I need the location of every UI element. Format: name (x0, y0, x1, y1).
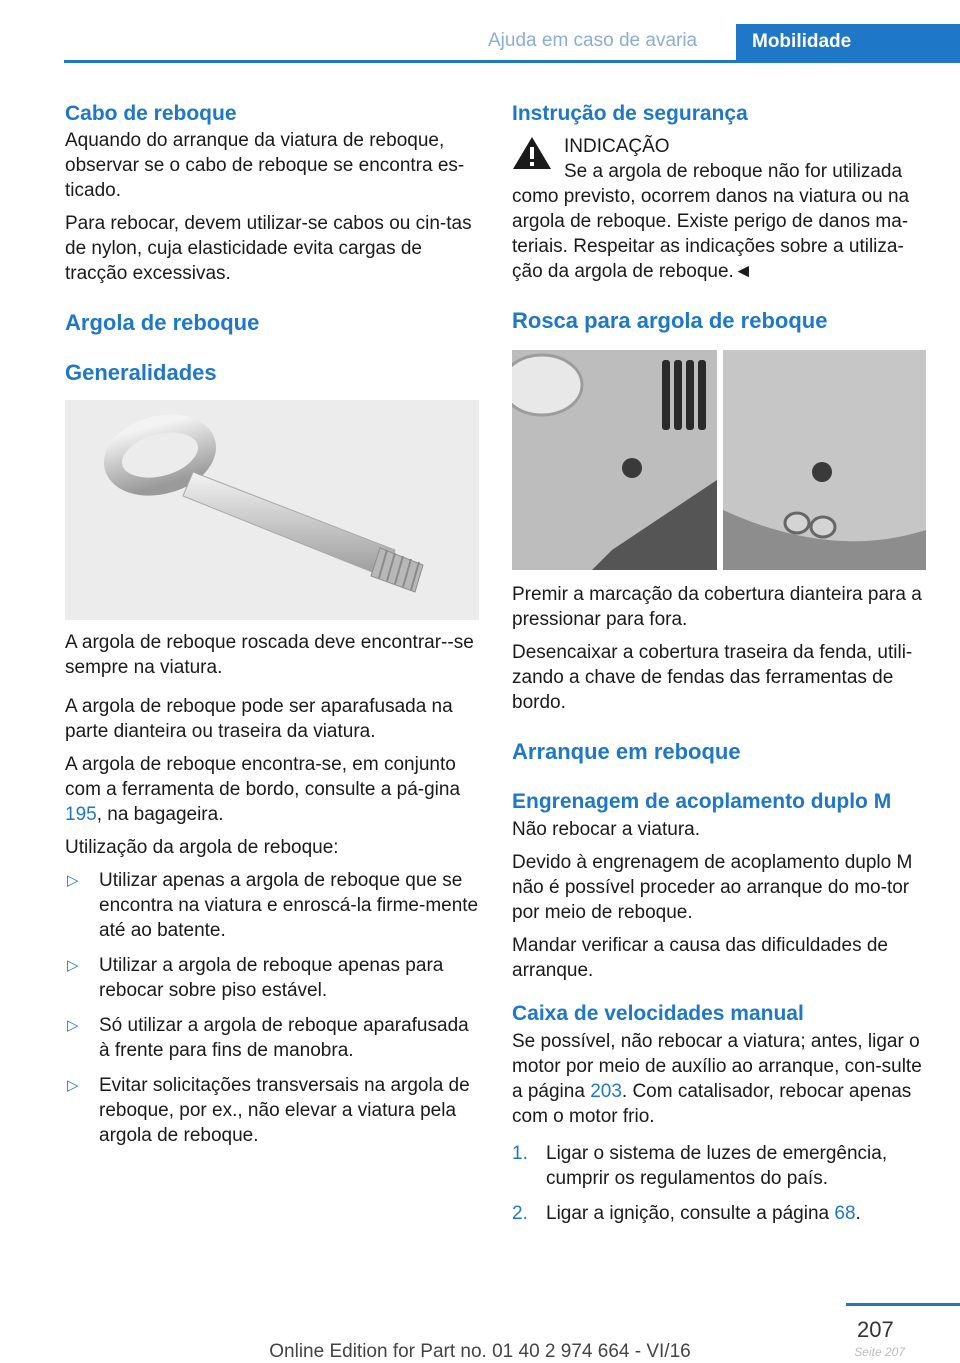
heading-instrucao: Instrução de segurança (512, 102, 748, 125)
paragraph: Premir a marcação da cobertura dianteira para a pressionar para fora. (512, 584, 922, 630)
paragraph: A argola de reboque pode ser aparafusada na parte dianteira ou traseira da viatura. (65, 696, 453, 742)
heading-arranque: Arranque em reboque (512, 739, 741, 764)
usage-list (65, 868, 479, 1148)
list-item: 1. Ligar o sistema de luzes de emergência, cumprir os regulamentos do país. (512, 1143, 888, 1189)
heading-caixa: Caixa de velocidades manual (512, 1002, 804, 1025)
paragraph: Desencaixar a cobertura traseira da fenda, utili-zando a chave de fendas das ferramentas de bordo. (512, 642, 913, 713)
list-item: ▷ Só utilizar a argola de reboque aparafusada à frente para fins de manobra. (67, 1015, 469, 1061)
warning-title: INDICAÇÃO (564, 136, 670, 157)
footer-rule (846, 1303, 960, 1306)
page-link-203[interactable]: 203 (590, 1081, 622, 1102)
steps-list (512, 1141, 926, 1226)
list-item: ▷ Utilizar a argola de reboque apenas para rebocar sobre piso estável. (67, 955, 444, 1001)
paragraph: Não rebocar a viatura. (512, 819, 700, 840)
warning-text: Se a argola de reboque não for utilizada como previsto, ocorrem danos na viatura ou na argola de reboque. Existe perigo de danos ma-teriais. Respeitar as indicações sobre a utiliza-ção da argola de reboque.◄ (512, 161, 910, 282)
right-column (512, 100, 926, 1236)
step-number: 2. (512, 1203, 528, 1224)
paragraph: A argola de reboque encontra-se, em conjunto com a ferramenta de bordo, consulte a pá-gina 195, na bagageira. (65, 754, 461, 825)
warning-box (512, 134, 926, 159)
paragraph: Devido à engrenagem de acoplamento duplo M não é possível proceder ao arranque do mo-tor por meio de reboque. (512, 852, 913, 923)
triangle-bullet-icon: ▷ (67, 957, 79, 974)
watermark: Seite 207 (854, 1345, 905, 1359)
triangle-bullet-icon: ▷ (67, 1017, 79, 1034)
bumper-photos (512, 350, 926, 570)
triangle-bullet-icon: ▷ (67, 872, 79, 889)
tow-eye-image (65, 400, 479, 620)
list-item: ▷ Evitar solicitações transversais na argola de reboque, por ex., não elevar a viatura pela argola de reboque. (67, 1075, 470, 1146)
tow-eye-illustration (65, 400, 479, 620)
footer-edition: Online Edition for Part no. 01 40 2 974 664 - VI/16 (269, 1341, 691, 1362)
step-number: 1. (512, 1143, 528, 1164)
list-item: 2. Ligar a ignição, consulte a página 68. (512, 1203, 861, 1224)
left-column (65, 100, 479, 1158)
heading-rosca: Rosca para argola de reboque (512, 308, 828, 333)
paragraph: Mandar verificar a causa das dificuldades de arranque. (512, 935, 888, 981)
header-tab-mobilidade[interactable]: Mobilidade (736, 24, 960, 62)
header-breadcrumb[interactable]: Ajuda em caso de avaria (488, 30, 698, 51)
paragraph: Aquando do arranque da viatura de reboque, observar se o cabo de reboque se encontra es-ticado. (65, 130, 465, 201)
heading-cabo: Cabo de reboque (65, 102, 237, 125)
page-link-195[interactable]: 195 (65, 804, 97, 825)
paragraph: Para rebocar, devem utilizar-se cabos ou cin-tas de nylon, cuja elasticidade evita cargas de tracção excessivas. (65, 213, 472, 284)
page-number: 207 (857, 1317, 894, 1342)
page-link-68[interactable]: 68 (834, 1203, 856, 1224)
paragraph: Se possível, não rebocar a viatura; antes, ligar o motor por meio de auxílio ao arranque, con-sulte a página 203. Com catalisador, rebocar apenas com o motor frio. (512, 1031, 922, 1127)
bumper-illustration (512, 350, 926, 570)
triangle-bullet-icon: ▷ (67, 1077, 79, 1094)
paragraph: A argola de reboque roscada deve encontrar--se sempre na viatura. (65, 632, 474, 678)
heading-argola: Argola de reboque (65, 310, 260, 335)
warning-triangle-icon (512, 136, 552, 170)
list-item: ▷ Utilizar apenas a argola de reboque que se encontra na viatura e enroscá-la firme-mente até ao batente. (67, 870, 479, 941)
heading-generalidades: Generalidades (65, 360, 217, 385)
heading-engrenagem: Engrenagem de acoplamento duplo M (512, 790, 892, 813)
paragraph: Utilização da argola de reboque: (65, 837, 339, 858)
